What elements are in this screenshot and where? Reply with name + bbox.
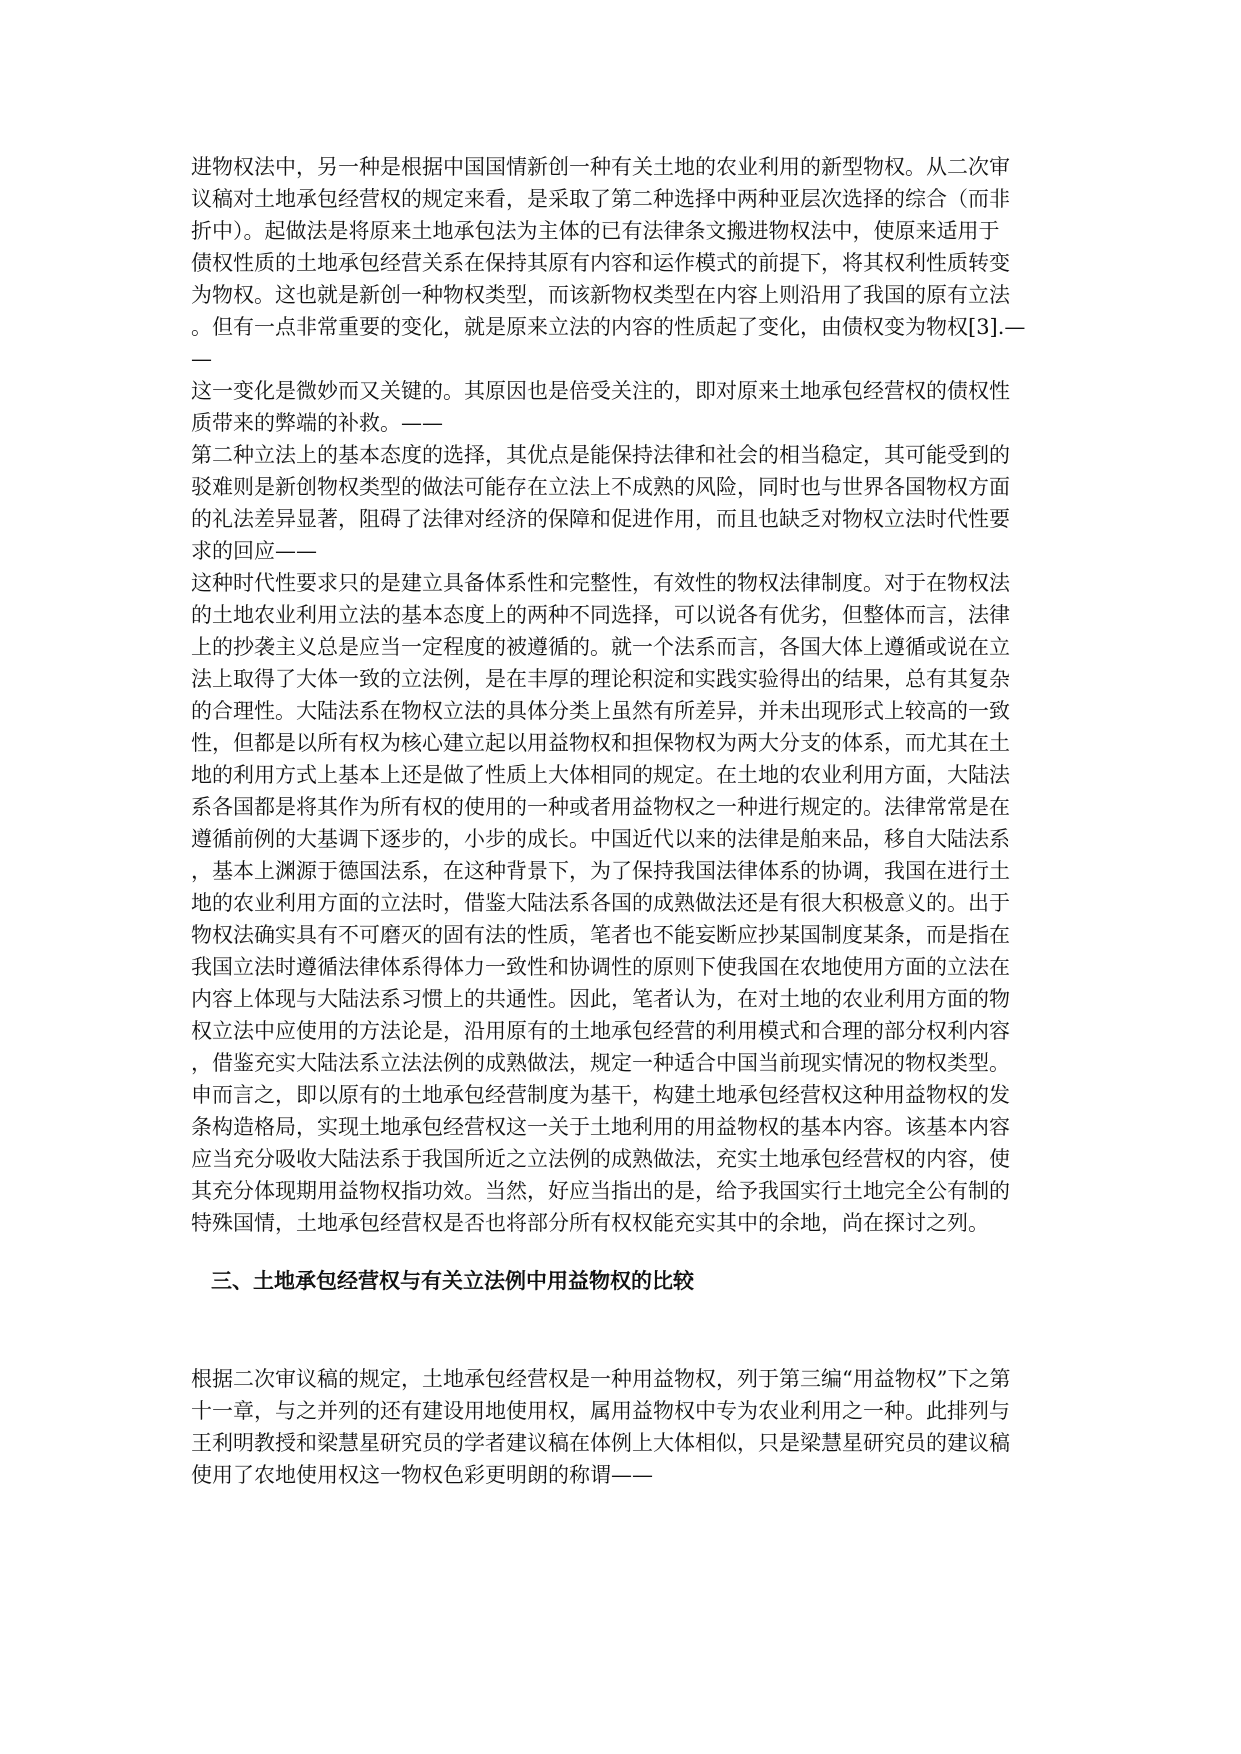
- text-line: 这一变化是微妙而又关键的。其原因也是倍受关注的，即对原来土地承包经营权的债权性: [191, 379, 1010, 403]
- text-line: 地的农业利用方面的立法时，借鉴大陆法系各国的成熟做法还是有很大积极意义的。出于: [191, 891, 1010, 915]
- text-line: 内容上体现与大陆法系习惯上的共通性。因此，笔者认为，在对土地的农业利用方面的物: [191, 987, 1010, 1011]
- text-line: 其充分体现期用益物权指功效。当然，好应当指出的是，给予我国实行土地完全公有制的: [191, 1179, 1010, 1203]
- text-line: 权立法中应使用的方法论是，沿用原有的土地承包经营的利用模式和合理的部分权利内容: [191, 1019, 1010, 1043]
- text-line: 议稿对土地承包经营权的规定来看，是采取了第二种选择中两种亚层次选择的综合（而非: [191, 187, 1010, 211]
- text-line: ，借鉴充实大陆法系立法法例的成熟做法，规定一种适合中国当前现实情况的物权类型。: [191, 1051, 1010, 1075]
- text-line: 质带来的弊端的补救。——: [191, 411, 443, 435]
- paragraph-4: [191, 567, 1051, 1239]
- document-body: [191, 151, 1051, 1491]
- text-line: 驳难则是新创物权类型的做法可能存在立法上不成熟的风险，同时也与世界各国物权方面: [191, 475, 1010, 499]
- text-line: —: [191, 347, 212, 371]
- text-line: 为物权。这也就是新创一种物权类型，而该新物权类型在内容上则沿用了我国的原有立法: [191, 283, 1010, 307]
- text-line: 系各国都是将其作为所有权的使用的一种或者用益物权之一种进行规定的。法律常常是在: [191, 795, 1010, 819]
- text-line: 的合理性。大陆法系在物权立法的具体分类上虽然有所差异，并未出现形式上较高的一致: [191, 699, 1010, 723]
- text-line: 条构造格局，实现土地承包经营权这一关于土地利用的用益物权的基本内容。该基本内容: [191, 1115, 1010, 1139]
- text-line: 申而言之，即以原有的土地承包经营制度为基干，构建土地承包经营权这种用益物权的发: [191, 1083, 1010, 1107]
- paragraph-2: [191, 375, 1051, 439]
- paragraph-3: [191, 439, 1051, 567]
- spacer: [191, 1239, 1051, 1265]
- paragraph-1: [191, 151, 1051, 375]
- section-heading: 三、土地承包经营权与有关立法例中用益物权的比较: [211, 1268, 694, 1293]
- text-line: 地的利用方式上基本上还是做了性质上大体相同的规定。在土地的农业利用方面，大陆法: [191, 763, 1010, 787]
- text-line: 这种时代性要求只的是建立具备体系性和完整性，有效性的物权法律制度。对于在物权法: [191, 571, 1010, 595]
- text-line: 的礼法差异显著，阻碍了法律对经济的保障和促进作用，而且也缺乏对物权立法时代性要: [191, 507, 1010, 531]
- text-line: 遵循前例的大基调下逐步的，小步的成长。中国近代以来的法律是舶来品，移自大陆法系: [191, 827, 1010, 851]
- text-line: 我国立法时遵循法律体系得体力一致性和协调性的原则下使我国在农地使用方面的立法在: [191, 955, 1010, 979]
- text-line: 进物权法中，另一种是根据中国国情新创一种有关土地的农业利用的新型物权。从二次审: [191, 155, 1010, 179]
- spacer: [191, 1297, 1051, 1363]
- text-line: 根据二次审议稿的规定，土地承包经营权是一种用益物权，列于第三编“用益物权”下之第: [191, 1367, 1011, 1391]
- text-line: 。但有一点非常重要的变化，就是原来立法的内容的性质起了变化，由债权变为物权[3].—: [191, 315, 1026, 339]
- text-line: 使用了农地使用权这一物权色彩更明朗的称谓——: [191, 1463, 653, 1487]
- text-line: 特殊国情，土地承包经营权是否也将部分所有权权能充实其中的余地，尚在探讨之列。: [191, 1211, 989, 1235]
- text-line: 第二种立法上的基本态度的选择，其优点是能保持法律和社会的相当稳定，其可能受到的: [191, 443, 1010, 467]
- text-line: 折中）。起做法是将原来土地承包法为主体的已有法律条文搬进物权法中，使原来适用于: [191, 219, 1000, 243]
- text-line: 的土地农业利用立法的基本态度上的两种不同选择，可以说各有优劣，但整体而言，法律: [191, 603, 1010, 627]
- text-line: 债权性质的土地承包经营关系在保持其原有内容和运作模式的前提下，将其权利性质转变: [191, 251, 1010, 275]
- text-line: 物权法确实具有不可磨灭的固有法的性质，笔者也不能妄断应抄某国制度某条，而是指在: [191, 923, 1010, 947]
- text-line: 求的回应——: [191, 539, 317, 563]
- text-line: 法上取得了大体一致的立法例，是在丰厚的理论积淀和实践实验得出的结果，总有其复杂: [191, 667, 1010, 691]
- text-line: 上的抄袭主义总是应当一定程度的被遵循的。就一个法系而言，各国大体上遵循或说在立: [191, 635, 1010, 659]
- text-line: 十一章，与之并列的还有建设用地使用权，属用益物权中专为农业利用之一种。此排列与: [191, 1399, 1010, 1423]
- text-line: 应当充分吸收大陆法系于我国所近之立法例的成熟做法，充实土地承包经营权的内容，使: [191, 1147, 1010, 1171]
- text-line: ，基本上渊源于德国法系，在这种背景下，为了保持我国法律体系的协调，我国在进行土: [191, 859, 1010, 883]
- text-line: 性，但都是以所有权为核心建立起以用益物权和担保物权为两大分支的体系，而尤其在土: [191, 731, 1010, 755]
- text-line: 王利明教授和梁慧星研究员的学者建议稿在体例上大体相似，只是梁慧星研究员的建议稿: [191, 1431, 1010, 1455]
- paragraph-5: [191, 1363, 1051, 1491]
